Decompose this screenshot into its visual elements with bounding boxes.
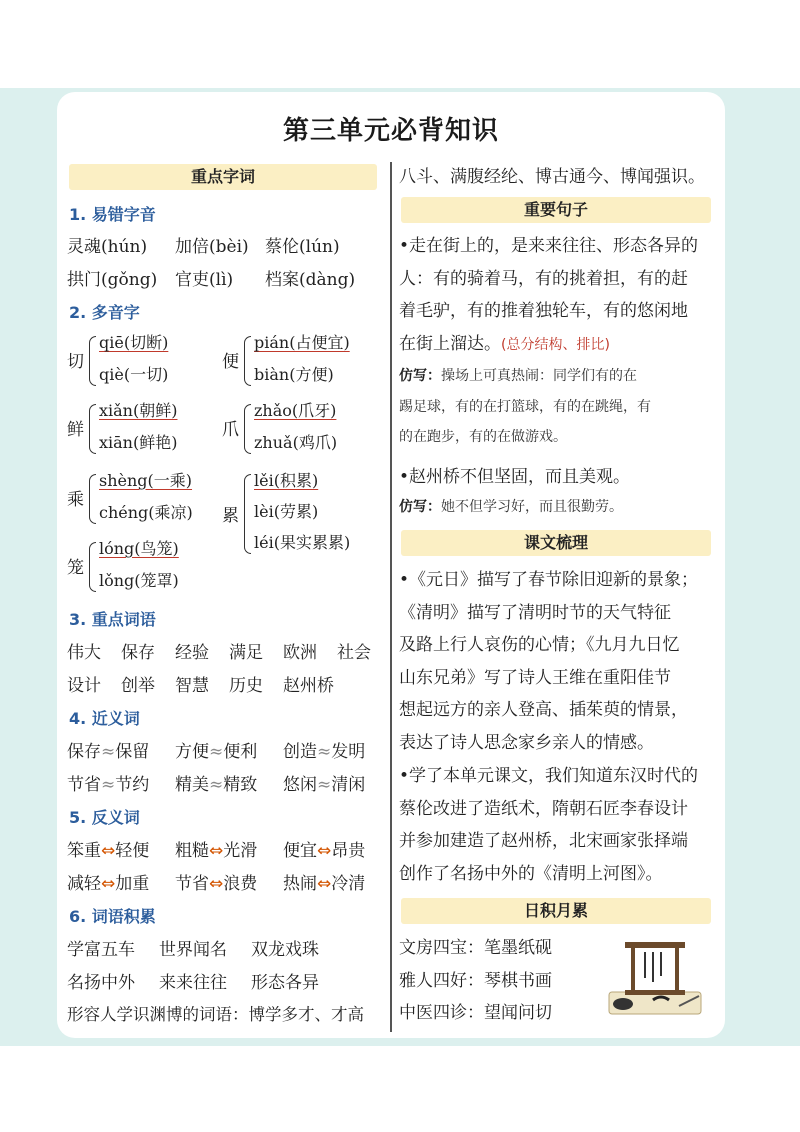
approx-sign: ≈ <box>317 742 332 762</box>
poly-reading: xiǎn(朝鲜) <box>99 401 178 420</box>
word-a: 热闹 <box>283 874 317 894</box>
section-antonyms-title: 5. 反义词 <box>69 808 140 827</box>
poly-reading: léi(果实累累) <box>254 533 351 552</box>
word-a: 节省 <box>175 874 209 894</box>
section-key-words-title: 3. 重点词语 <box>69 610 156 629</box>
poly-reading: zhǎo(爪牙) <box>254 401 337 420</box>
synonym-pair <box>175 737 283 762</box>
synonym-pair <box>175 770 283 795</box>
text-segment: 在街上溜达。 <box>399 333 501 354</box>
poly-char: 乘 <box>67 490 84 510</box>
word-a: 粗糙 <box>175 841 209 861</box>
word-item: 伟大 <box>67 643 101 663</box>
word-item: 创举 <box>121 676 155 696</box>
top-margin <box>0 0 800 88</box>
word-item: 赵州桥 <box>283 676 334 696</box>
approx-sign: ≈ <box>101 742 116 762</box>
accumulation-list <box>399 932 599 1030</box>
imitation-2 <box>399 496 623 516</box>
pronunciation-row-2 <box>67 265 355 290</box>
word-a: 节省 <box>67 775 101 795</box>
polyphonic-group <box>67 330 217 390</box>
key-words-row-2 <box>67 671 334 696</box>
synonym-pair <box>67 770 175 795</box>
polyphonic-group <box>222 398 382 458</box>
imitation-text: 她不但学习好，而且很勤劳。 <box>441 499 623 515</box>
key-words-row-1 <box>67 638 371 663</box>
synonyms-row-2 <box>67 770 365 795</box>
double-arrow-icon: ⇔ <box>209 874 224 894</box>
poly-char: 爪 <box>222 420 239 440</box>
text-line: 蔡伦改进了造纸术，隋朝石匠李春设计 <box>399 798 688 819</box>
accumulation-item: 中医四诊：望闻问切 <box>399 1003 552 1023</box>
word-a: 创造 <box>283 742 317 762</box>
text-review-2 <box>399 760 719 890</box>
synonyms-row-1 <box>67 737 365 762</box>
double-arrow-icon: ⇔ <box>209 841 224 861</box>
word-item: 历史 <box>229 676 263 696</box>
text-line-with-note <box>399 328 717 362</box>
banner-text-review: 课文梳理 <box>401 530 711 556</box>
word-item: 官吏(lì) <box>175 270 234 290</box>
text-line: 着毛驴，有的推着独轮车，有的悠闲地 <box>399 301 688 321</box>
imitation-text: 操场上可真热闹：同学们有的在 <box>441 368 637 384</box>
page-title: 第三单元必背知识 <box>282 116 499 146</box>
polyphonic-group <box>67 468 217 528</box>
poly-char: 笼 <box>67 558 84 578</box>
poly-char: 累 <box>222 506 239 526</box>
word-b: 节约 <box>115 775 150 795</box>
word-b: 发明 <box>331 742 366 762</box>
antonyms-row-2 <box>67 869 365 894</box>
poly-reading: lěi(积累) <box>254 471 319 490</box>
antonym-pair <box>283 836 365 861</box>
antonym-pair <box>67 869 175 894</box>
sentence-2: •赵州桥不但坚固，而且美观。 <box>399 467 631 487</box>
word-item: 蔡伦(lún) <box>265 237 340 257</box>
double-arrow-icon: ⇔ <box>101 841 116 861</box>
antonym-pair <box>283 869 365 894</box>
word-item: 满足 <box>229 643 263 663</box>
section-vocabulary-title: 6. 词语积累 <box>69 907 156 926</box>
word-item: 双龙戏珠 <box>251 940 319 960</box>
word-item: 设计 <box>67 676 101 696</box>
word-a: 笨重 <box>67 841 101 861</box>
text-line: 并参加建造了赵州桥，北宋画家张择端 <box>399 831 688 851</box>
text-line: •《元日》描写了春节除旧迎新的景象； <box>399 570 699 590</box>
poly-reading: biàn(方便) <box>254 365 334 384</box>
approx-sign: ≈ <box>209 742 224 762</box>
section-polyphonic-title: 2. 多音字 <box>69 303 140 322</box>
double-arrow-icon: ⇔ <box>317 841 332 861</box>
text-line: 及路上行人哀伤的心情；《九月九日忆 <box>399 635 680 655</box>
word-a: 悠闲 <box>283 775 317 795</box>
text-line: •走在街上的，是来来往往、形态各异的 <box>399 236 699 256</box>
word-item: 社会 <box>337 643 371 663</box>
poly-reading: lǒng(笼罩) <box>99 571 179 590</box>
word-item: 世界闻名 <box>159 940 227 960</box>
word-item: 学富五车 <box>67 940 135 960</box>
poly-char: 便 <box>222 352 239 372</box>
word-b: 保留 <box>115 742 150 762</box>
antonyms-row-1 <box>67 836 365 861</box>
double-arrow-icon: ⇔ <box>101 874 116 894</box>
poly-reading: chéng(乘凉) <box>99 503 193 522</box>
text-review-1 <box>399 564 719 759</box>
imitation-label: 仿写： <box>399 499 441 515</box>
poly-reading: pián(占便宜) <box>254 333 350 352</box>
word-b: 精致 <box>223 775 258 795</box>
brush-rack-illustration-icon <box>595 934 715 1024</box>
poly-char: 鲜 <box>67 420 84 440</box>
approx-sign: ≈ <box>209 775 224 795</box>
section-synonyms-title: 4. 近义词 <box>69 709 140 728</box>
vocabulary-continued: 八斗、满腹经纶、博古通今、博闻强识。 <box>399 167 705 187</box>
text-line: 创作了名扬中外的《清明上河图》。 <box>399 863 663 884</box>
poly-reading: qiè(一切) <box>99 365 169 384</box>
word-b: 冷清 <box>331 874 366 894</box>
word-b: 加重 <box>115 874 150 894</box>
antonym-pair <box>67 836 175 861</box>
word-b: 光滑 <box>223 841 258 861</box>
imitation-text: 踢足球，有的在打篮球，有的在跳绳，有 <box>399 398 651 415</box>
text-line: 想起远方的亲人登高、插茱萸的情景， <box>399 700 688 720</box>
vocabulary-row-2 <box>67 968 319 993</box>
polyphonic-group <box>222 468 382 560</box>
word-a: 减轻 <box>67 874 101 894</box>
approx-sign: ≈ <box>101 775 116 795</box>
brace-icon <box>244 404 251 454</box>
word-item: 经验 <box>175 643 209 663</box>
word-item: 来来往往 <box>159 973 227 993</box>
brace-icon <box>244 474 251 554</box>
imitation-text: 的在跑步，有的在做游戏。 <box>399 429 567 445</box>
text-line: 山东兄弟》写了诗人王维在重阳佳节 <box>399 667 671 688</box>
column-divider <box>390 162 392 1032</box>
imitation-label: 仿写： <box>399 368 441 384</box>
poly-reading: xiān(鲜艳) <box>99 433 178 452</box>
sentence-1 <box>399 230 717 361</box>
word-b: 轻便 <box>115 841 150 861</box>
word-item: 灵魂(hún) <box>67 237 148 257</box>
brace-icon <box>89 336 96 386</box>
brace-icon <box>89 404 96 454</box>
word-item: 拱门(gǒng) <box>67 270 158 290</box>
word-b: 便利 <box>223 742 258 762</box>
word-b: 浪费 <box>223 874 258 894</box>
vocabulary-row-3: 形容人学识渊博的词语：博学多才、才高 <box>67 1005 364 1024</box>
poly-reading: zhuǎ(鸡爪) <box>254 433 338 452</box>
brace-icon <box>89 542 96 592</box>
text-line: •学了本单元课文，我们知道东汉时代的 <box>399 766 699 786</box>
vocabulary-row-1 <box>67 935 319 960</box>
banner-key-sentences: 重要句子 <box>401 197 711 223</box>
word-item: 档案(dàng) <box>265 270 356 290</box>
word-item: 名扬中外 <box>67 973 135 993</box>
accumulation-item: 雅人四好：琴棋书画 <box>399 970 552 991</box>
polyphonic-group <box>222 330 382 390</box>
word-item: 智慧 <box>175 676 209 696</box>
word-item: 欧洲 <box>283 643 317 663</box>
synonym-pair <box>283 770 365 795</box>
poly-reading: shèng(一乘) <box>99 471 193 490</box>
pronunciation-row-1 <box>67 232 340 257</box>
word-b: 昂贵 <box>331 841 366 861</box>
approx-sign: ≈ <box>317 775 332 795</box>
brace-icon <box>244 336 251 386</box>
text-line: 人：有的骑着马，有的挑着担，有的赶 <box>399 268 688 289</box>
banner-key-words: 重点字词 <box>69 164 377 190</box>
word-a: 便宜 <box>283 841 317 861</box>
antonym-pair <box>175 836 283 861</box>
synonym-pair <box>67 737 175 762</box>
word-item: 保存 <box>121 643 155 663</box>
synonym-pair <box>283 737 365 762</box>
imitation-1 <box>399 360 717 453</box>
double-arrow-icon: ⇔ <box>317 874 332 894</box>
polyphonic-group <box>67 398 217 458</box>
text-line: 《清明》描写了清明时节的天气特征 <box>399 602 671 623</box>
poly-char: 切 <box>67 352 84 372</box>
word-a: 方便 <box>175 742 209 762</box>
text-line: 表达了诗人思念家乡亲人的情感。 <box>399 732 654 753</box>
knowledge-card <box>57 92 725 1038</box>
antonym-pair <box>175 869 283 894</box>
poly-reading: lèi(劳累) <box>254 502 319 521</box>
banner-daily-accumulation: 日积月累 <box>401 898 711 924</box>
structure-note: (总分结构、排比) <box>501 336 610 353</box>
poly-reading: lóng(鸟笼) <box>99 539 179 558</box>
word-item: 加倍(bèi) <box>175 237 249 257</box>
section-pronunciation-title: 1. 易错字音 <box>69 205 156 224</box>
word-a: 保存 <box>67 742 101 762</box>
poly-reading: qiē(切断) <box>99 333 169 352</box>
brace-icon <box>89 474 96 524</box>
word-item: 形态各异 <box>251 973 319 993</box>
word-b: 清闲 <box>331 775 366 795</box>
accumulation-item: 文房四宝：笔墨纸砚 <box>399 938 552 958</box>
word-a: 精美 <box>175 775 209 795</box>
polyphonic-group <box>67 536 217 596</box>
